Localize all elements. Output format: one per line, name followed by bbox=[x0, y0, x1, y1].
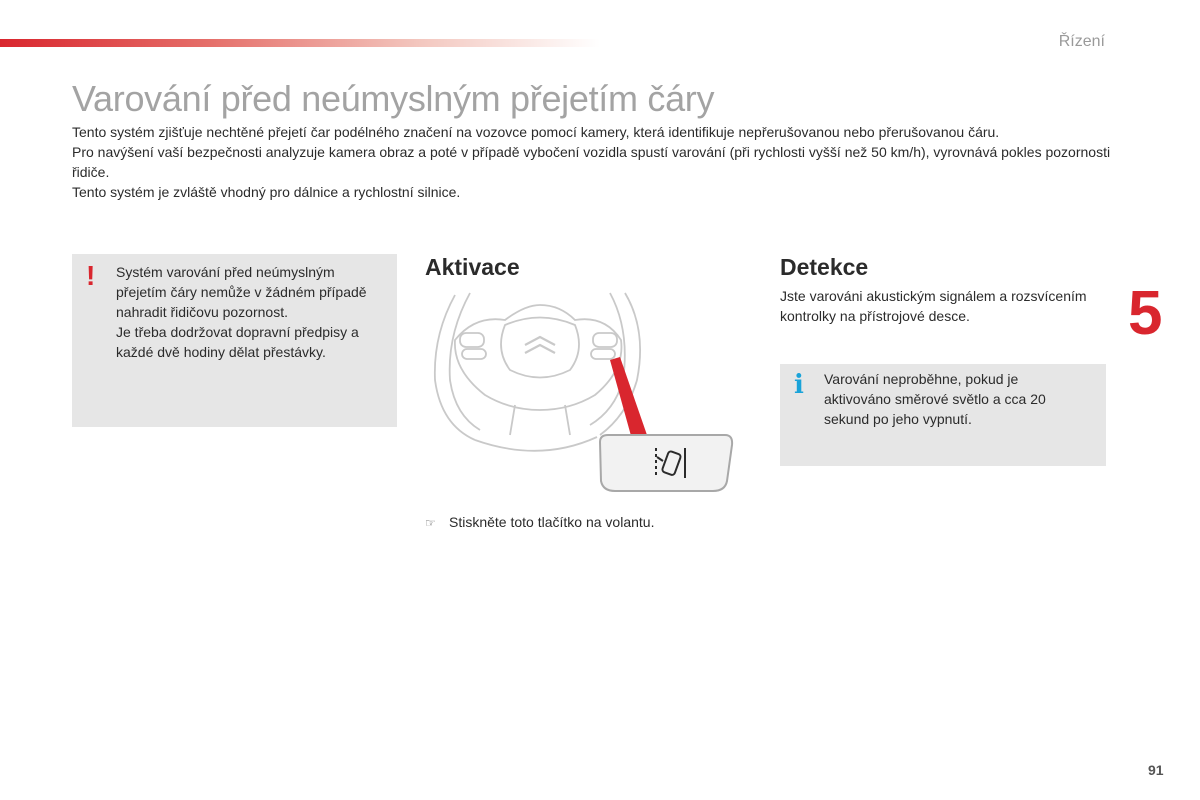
brand-logo bbox=[525, 337, 555, 353]
warning-paragraph: Je třeba dodržovat dopravní předpisy a každé dvě hodiny dělat přestávky. bbox=[116, 324, 359, 360]
steering-wheel-illustration bbox=[425, 285, 740, 500]
page-number: 91 bbox=[1148, 762, 1164, 778]
intro-line: Tento systém zjišťuje nechtěné přejetí čar podélného značení na vozovce pomocí kamery, která identifikuje nepřerušovanou nebo přerušovanou čáru. bbox=[72, 124, 1000, 140]
page-title: Varování před neúmyslným přejetím čáry bbox=[72, 78, 715, 119]
left-control-button bbox=[460, 333, 484, 347]
pointing-hand-icon: ☞ bbox=[425, 516, 436, 530]
section-name: Řízení bbox=[1058, 33, 1105, 50]
activation-instruction bbox=[425, 514, 654, 530]
warning-box bbox=[72, 254, 397, 427]
info-icon: i bbox=[794, 370, 804, 400]
warning-paragraph: Systém varování před neúmyslným přejetím čáry nemůže v žádném případě nahradit řidičovu pozornost. bbox=[116, 264, 367, 320]
intro-line: Tento systém je zvláště vhodný pro dálnice a rychlostní silnice. bbox=[72, 184, 461, 200]
intro-line: Pro navýšení vaší bezpečnosti analyzuje kamera obraz a poté v případě vybočení vozidla spustí varování (při rychlosti vyšší než 50 km/h), vyrovnává pokles pozornosti řidiče. bbox=[72, 144, 1111, 180]
wheel-rim bbox=[435, 295, 475, 440]
info-text: Varování neproběhne, pokud je aktivováno směrové světlo a cca 20 sekund po jeho vypnutí. bbox=[824, 371, 1046, 427]
exclamation-icon: ! bbox=[86, 260, 96, 291]
lane-assist-button bbox=[600, 435, 732, 491]
right-control-button bbox=[593, 333, 617, 347]
detekce-text: Jste varováni akustickým signálem a rozsvícením kontrolky na přístrojové desce. bbox=[780, 288, 1087, 324]
info-box bbox=[780, 364, 1106, 466]
detekce-heading: Detekce bbox=[780, 254, 869, 280]
instruction-text: Stiskněte toto tlačítko na volantu. bbox=[449, 514, 655, 530]
aktivace-heading: Aktivace bbox=[425, 254, 520, 280]
warning-text bbox=[116, 262, 386, 362]
chapter-number: 5 bbox=[1128, 279, 1163, 348]
intro-text bbox=[72, 122, 1132, 202]
header-accent-bar bbox=[0, 39, 600, 47]
